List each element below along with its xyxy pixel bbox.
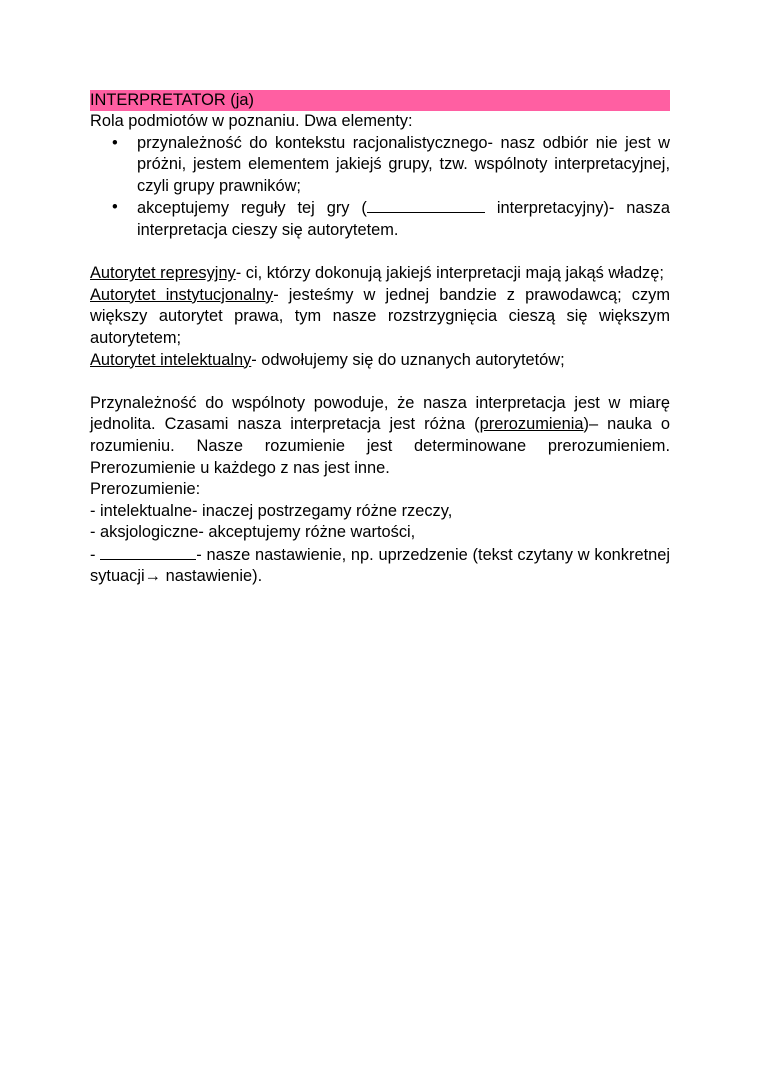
list-item <box>90 133 670 198</box>
authority-item <box>90 263 670 285</box>
bullet-icon: • <box>112 198 118 217</box>
authority-text: - jesteśmy w jednej bandzie z prawodawcą; czym większy autorytet prawa, tym nasze rozstrzygnięcia cieszą się większym autorytetem; <box>90 285 670 347</box>
spacer <box>90 371 670 393</box>
preunderstanding-item-prefix: - <box>90 545 101 564</box>
authority-item <box>90 285 670 350</box>
fill-in-blank <box>100 544 196 560</box>
fill-in-blank <box>367 197 485 213</box>
preunderstanding-item: - intelektualne- inaczej postrzegamy różne rzeczy, <box>90 501 453 520</box>
community-text-before: Przynależność do wspólnoty powoduje, że nasza interpretacja jest w miarę jednolita. Czasami nasza interpretacja jest różna ( <box>90 393 670 434</box>
authority-term: Autorytet represyjny <box>90 264 236 283</box>
bullet-icon: • <box>112 133 118 152</box>
preunderstanding-label: Prerozumienie: <box>90 480 201 499</box>
community-paragraph <box>90 393 670 479</box>
preunderstanding-item-text: - nasze nastawienie, np. uprzedzenie (tekst czytany w konkretnej sytuacji→ nastawienie). <box>90 545 670 586</box>
authority-text: - odwołujemy się do uznanych autorytetów; <box>251 350 565 369</box>
preunderstanding-section <box>90 479 670 588</box>
authority-term: Autorytet intelektualny <box>90 350 252 369</box>
list-item <box>90 197 670 241</box>
section-heading: INTERPRETATOR (ja) <box>90 90 670 111</box>
authority-text: - ci, którzy dokonują jakiejś interpretacji mają jakąś władzę; <box>235 264 664 283</box>
preunderstanding-item: - aksjologiczne- akceptujemy różne wartości, <box>90 523 416 542</box>
spacer <box>90 242 670 264</box>
list-item-text-after: interpretacyjny)- nasza interpretacja cieszy się autorytetem. <box>137 199 670 239</box>
preunderstanding-term: prerozumienia <box>479 415 584 434</box>
list-item-text-before: akceptujemy reguły tej gry ( <box>137 199 367 218</box>
authority-section <box>90 263 670 371</box>
community-text-after: )– nauka o rozumieniu. Nasze rozumienie jest determinowane prerozumieniem. Prerozumienie u każdego z nas jest inne. <box>90 415 670 477</box>
authority-item <box>90 350 670 372</box>
list-item-text: przynależność do kontekstu racjonalistycznego- nasz odbiór nie jest w próżni, jestem elementem jakiejś grupy, tzw. wspólnoty interpretacyjnej, czyli grupy prawników; <box>137 133 670 195</box>
elements-list <box>90 133 670 242</box>
preunderstanding-item <box>90 544 670 588</box>
document-page <box>90 90 670 588</box>
authority-term: Autorytet instytucjonalny <box>90 285 274 304</box>
intro-line: Rola podmiotów w poznaniu. Dwa elementy: <box>90 112 413 130</box>
